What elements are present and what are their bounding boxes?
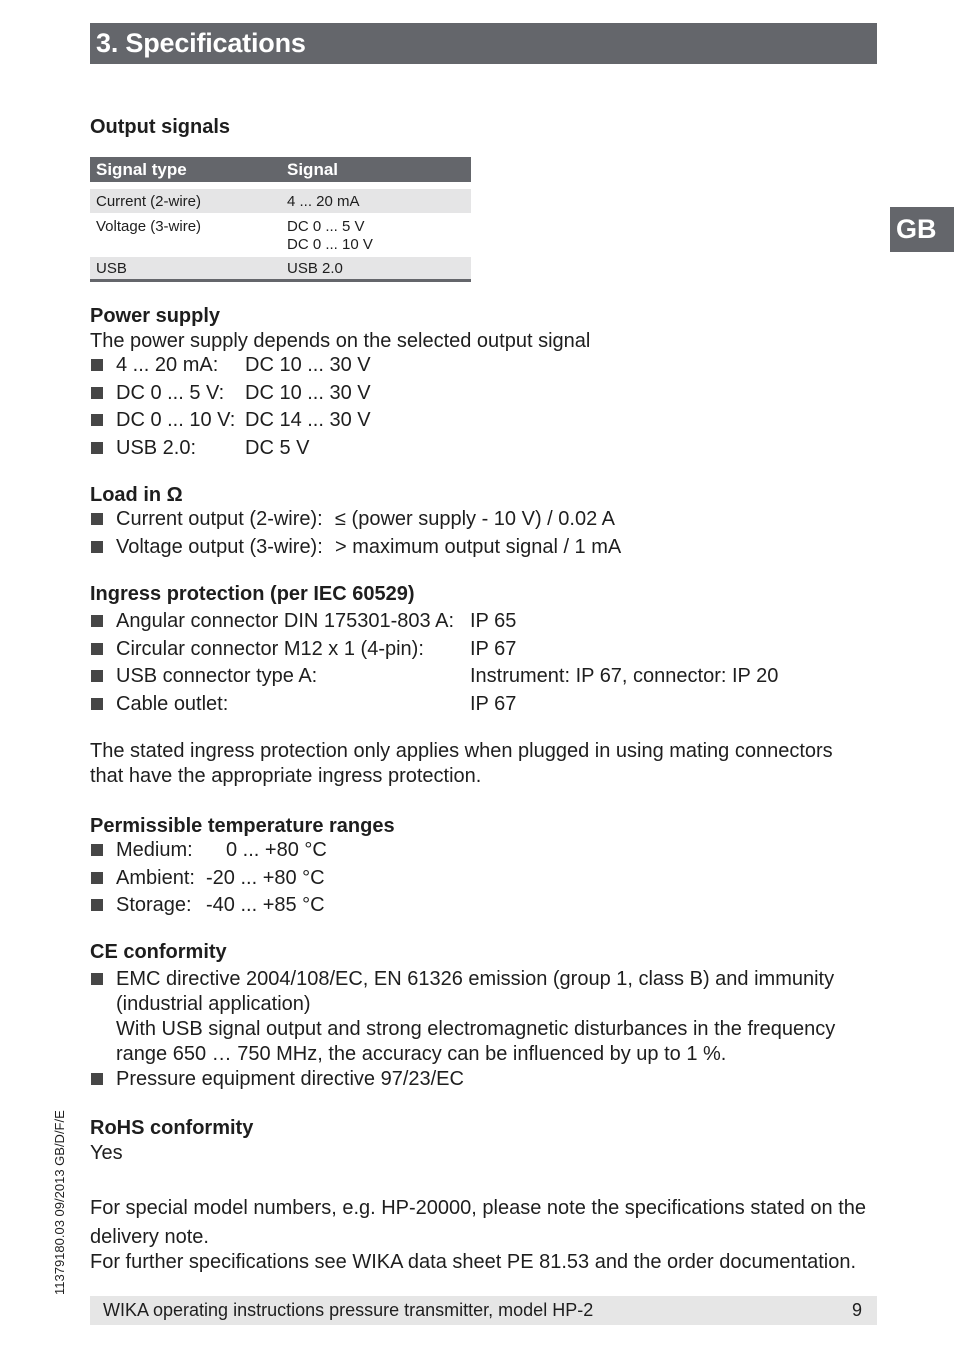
list-value: 0 ... +80 °C: [226, 839, 327, 861]
list-text: With USB signal output and strong electromagnetic disturbances in the frequency: [116, 1018, 836, 1040]
list-value: ≤ (power supply - 10 V) / 0.02 A: [335, 508, 615, 530]
note-line: For further specifications see WIKA data sheet PE 81.53 and the order documentation.: [90, 1251, 856, 1273]
list-label: Cable outlet:: [116, 693, 229, 715]
list-text: Pressure equipment directive 97/23/EC: [116, 1068, 464, 1090]
ingress-heading: Ingress protection (per IEC 60529): [90, 583, 415, 605]
page-number: 9: [852, 1300, 863, 1320]
list-value: DC 10 ... 30 V: [245, 382, 371, 404]
table-row: [90, 257, 471, 279]
output-signals-heading: Output signals: [90, 116, 230, 138]
rohs-value: Yes: [90, 1142, 123, 1164]
list-label: Voltage output (3-wire):: [116, 536, 323, 558]
list-value: DC 5 V: [245, 437, 310, 459]
table-cell: USB 2.0: [287, 260, 343, 277]
bullet-icon: [91, 1073, 103, 1085]
column-header: Signal type: [96, 160, 187, 179]
table-cell: DC 0 ... 5 V: [287, 218, 365, 235]
language-tab: [890, 207, 954, 252]
signal-table: [90, 157, 471, 283]
bullet-icon: [91, 387, 103, 399]
language-tab-label: GB: [896, 214, 937, 244]
table-cell: 4 ... 20 mA: [287, 193, 360, 210]
power-supply-intro: The power supply depends on the selected output signal: [90, 330, 591, 352]
temperature-heading: Permissible temperature ranges: [90, 815, 395, 837]
bullet-icon: [91, 643, 103, 655]
list-value: DC 14 ... 30 V: [245, 409, 371, 431]
section-title: 3. Specifications: [96, 28, 306, 58]
list-value: > maximum output signal / 1 mA: [335, 536, 622, 558]
list-text: (industrial application): [116, 993, 311, 1015]
note-line: For special model numbers, e.g. HP-20000, please note the specifications stated on the: [90, 1197, 867, 1219]
bullet-icon: [91, 844, 103, 856]
bullet-icon: [91, 872, 103, 884]
document-code: 11379180.03 09/2013 GB/D/F/E: [52, 1110, 67, 1295]
list-value: -20 ... +80 °C: [206, 867, 325, 889]
bullet-icon: [91, 513, 103, 525]
ingress-note-line: The stated ingress protection only applies when plugged in using mating connectors: [90, 740, 833, 762]
list-label: Medium:: [116, 839, 193, 861]
list-label: DC 0 ... 10 V:: [116, 409, 236, 431]
bullet-icon: [91, 670, 103, 682]
section-header: [90, 23, 877, 64]
table-cell: Voltage (3-wire): [96, 218, 202, 235]
note-line: delivery note.: [90, 1226, 209, 1248]
bullet-icon: [91, 698, 103, 710]
bullet-icon: [91, 541, 103, 553]
page-footer: [90, 1296, 877, 1325]
bullet-icon: [91, 973, 103, 985]
table-bottom-rule: [90, 279, 471, 282]
bullet-icon: [91, 414, 103, 426]
list-value: Instrument: IP 67, connector: IP 20: [470, 665, 779, 687]
list-label: DC 0 ... 5 V:: [116, 382, 225, 404]
table-cell: Current (2-wire): [96, 193, 202, 210]
list-value: IP 67: [470, 693, 517, 715]
list-label: Current output (2-wire):: [116, 508, 323, 530]
footer-text: WIKA operating instructions pressure transmitter, model HP-2: [103, 1300, 594, 1320]
list-value: -40 ... +85 °C: [206, 894, 325, 916]
rohs-heading: RoHS conformity: [90, 1117, 254, 1139]
ingress-note-line: that have the appropriate ingress protection.: [90, 765, 482, 787]
list-label: Storage:: [116, 894, 192, 916]
bullet-icon: [91, 899, 103, 911]
list-value: IP 65: [470, 610, 517, 632]
list-text: EMC directive 2004/108/EC, EN 61326 emission (group 1, class B) and immunity: [116, 968, 835, 990]
table-cell: USB: [96, 260, 127, 277]
column-header: Signal: [287, 160, 339, 179]
bullet-icon: [91, 615, 103, 627]
list-label: USB connector type A:: [116, 665, 318, 687]
power-supply-heading: Power supply: [90, 305, 221, 327]
list-label: Ambient:: [116, 867, 195, 889]
list-text: range 650 … 750 MHz, the accuracy can be influenced by up to 1 %.: [116, 1043, 727, 1065]
bullet-icon: [91, 359, 103, 371]
list-value: DC 10 ... 30 V: [245, 354, 371, 376]
bullet-icon: [91, 442, 103, 454]
list-value: IP 67: [470, 638, 517, 660]
list-label: Circular connector M12 x 1 (4-pin):: [116, 638, 424, 660]
ce-heading: CE conformity: [90, 941, 227, 963]
table-header: [90, 157, 471, 182]
list-label: Angular connector DIN 175301-803 A:: [116, 610, 454, 632]
table-cell: DC 0 ... 10 V: [287, 236, 373, 253]
load-heading: Load in Ω: [90, 484, 183, 506]
list-label: USB 2.0:: [116, 437, 197, 459]
list-label: 4 ... 20 mA:: [116, 354, 219, 376]
